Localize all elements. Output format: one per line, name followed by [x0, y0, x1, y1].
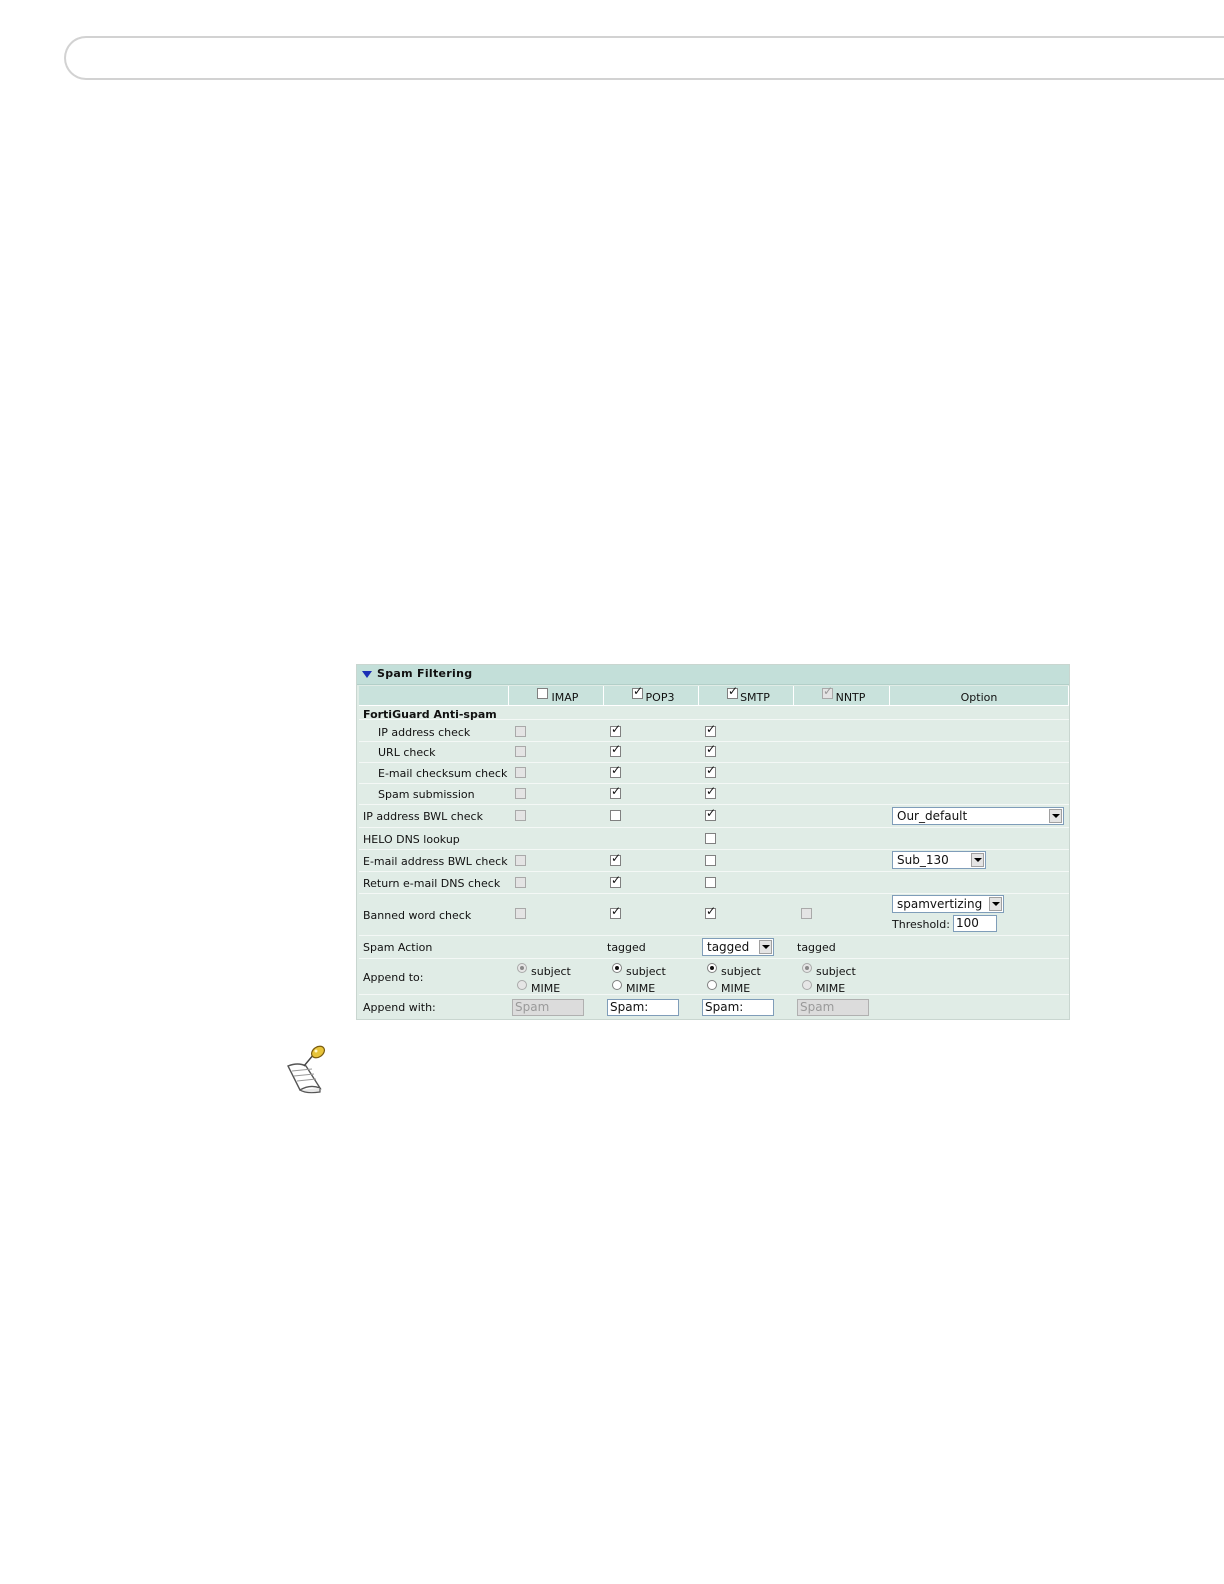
row-label: IP address BWL check	[363, 810, 483, 823]
helo-dns-row	[359, 828, 1069, 850]
imap-mime-radio[interactable]	[517, 980, 527, 990]
banned-pop3-checkbox[interactable]: ✓	[611, 904, 622, 918]
nntp-action-value: tagged	[797, 941, 836, 954]
chevron-down-icon[interactable]	[1049, 809, 1062, 823]
row-label: E-mail address BWL check	[363, 855, 508, 868]
checksum-pop3-checkbox[interactable]: ✓	[611, 763, 622, 777]
append-to-row	[359, 959, 1069, 995]
column-header-blank	[359, 686, 509, 706]
banned-word-list-select[interactable]	[892, 895, 1004, 913]
checksum-imap-checkbox[interactable]	[515, 767, 526, 778]
row-label: Spam Action	[363, 941, 433, 954]
nntp-subject-radio[interactable]	[802, 963, 812, 973]
pop3-action-value: tagged	[607, 941, 646, 954]
row-label: Return e-mail DNS check	[363, 877, 501, 890]
fortiguard-section-row	[359, 706, 1069, 720]
return-dns-row	[359, 872, 1069, 894]
radio-label: MIME	[816, 982, 846, 995]
column-header-nntp	[794, 686, 890, 706]
smtp-append-input[interactable]: Spam:	[702, 999, 774, 1016]
url-check-imap-checkbox[interactable]	[515, 746, 526, 757]
page-header-bar	[64, 36, 1224, 80]
imap-append-input[interactable]: Spam	[512, 999, 584, 1016]
email-bwl-smtp-checkbox[interactable]	[705, 855, 716, 866]
append-with-row	[359, 995, 1069, 1019]
spam-submission-row	[359, 784, 1069, 805]
collapse-triangle-icon[interactable]	[362, 671, 372, 678]
smtp-subject-radio[interactable]	[707, 963, 717, 973]
row-label: IP address check	[378, 726, 471, 739]
ip-check-smtp-checkbox[interactable]: ✓	[706, 722, 717, 736]
radio-label: MIME	[721, 982, 751, 995]
chevron-down-icon[interactable]	[989, 897, 1002, 911]
banned-word-row	[359, 894, 1069, 936]
select-value: Our_default	[897, 809, 968, 823]
threshold-label: Threshold:	[892, 918, 950, 931]
ip-bwl-smtp-checkbox[interactable]: ✓	[706, 806, 717, 820]
checksum-smtp-checkbox[interactable]: ✓	[706, 763, 717, 777]
threshold-input[interactable]: 100	[953, 915, 997, 932]
row-label: URL check	[378, 746, 436, 759]
smtp-mime-radio[interactable]	[707, 980, 717, 990]
option-label: Option	[960, 691, 998, 704]
row-label: Spam submission	[378, 788, 475, 801]
ip-bwl-pop3-checkbox[interactable]	[610, 810, 621, 821]
return-dns-pop3-checkbox[interactable]: ✓	[611, 873, 622, 887]
spam-filtering-panel	[356, 664, 1070, 1020]
imap-subject-radio[interactable]	[517, 963, 527, 973]
chevron-down-icon[interactable]	[971, 853, 984, 867]
pop3-enable-checkbox[interactable]: ✓	[633, 684, 644, 698]
url-check-pop3-checkbox[interactable]: ✓	[611, 742, 622, 756]
submission-pop3-checkbox[interactable]: ✓	[611, 784, 622, 798]
column-header-option	[890, 686, 1069, 706]
imap-label: IMAP	[551, 691, 579, 704]
radio-label: MIME	[531, 982, 561, 995]
pop3-subject-radio[interactable]	[612, 963, 622, 973]
nntp-enable-checkbox[interactable]: ✓	[823, 684, 834, 698]
column-header-pop3	[604, 686, 699, 706]
select-value: Sub_130	[897, 853, 949, 867]
ip-check-row	[359, 721, 1069, 742]
return-dns-imap-checkbox[interactable]	[515, 877, 526, 888]
column-header-imap	[509, 686, 604, 706]
banned-imap-checkbox[interactable]	[515, 908, 526, 919]
nntp-append-input[interactable]: Spam	[797, 999, 869, 1016]
submission-imap-checkbox[interactable]	[515, 788, 526, 799]
row-label: Banned word check	[363, 909, 472, 922]
email-bwl-pop3-checkbox[interactable]: ✓	[611, 851, 622, 865]
row-label: E-mail checksum check	[378, 767, 508, 780]
column-header-smtp	[699, 686, 794, 706]
nntp-label: NNTP	[835, 691, 866, 704]
spam-filtering-header[interactable]	[357, 665, 1069, 685]
select-value: spamvertizing	[897, 897, 983, 911]
fortinet-logo	[1128, 1192, 1160, 1436]
note-pushpin-icon	[284, 1044, 336, 1096]
row-label: Append to:	[363, 971, 424, 984]
ip-check-pop3-checkbox[interactable]: ✓	[611, 722, 622, 736]
ip-bwl-imap-checkbox[interactable]	[515, 810, 526, 821]
pop3-append-input[interactable]: Spam:	[607, 999, 679, 1016]
email-bwl-list-select[interactable]	[892, 851, 986, 869]
select-value: tagged	[707, 940, 750, 954]
radio-label: MIME	[626, 982, 656, 995]
email-bwl-imap-checkbox[interactable]	[515, 855, 526, 866]
row-label: HELO DNS lookup	[363, 833, 460, 846]
pop3-mime-radio[interactable]	[612, 980, 622, 990]
spam-action-row	[359, 936, 1069, 959]
return-dns-smtp-checkbox[interactable]	[705, 877, 716, 888]
nntp-mime-radio[interactable]	[802, 980, 812, 990]
smtp-enable-checkbox[interactable]: ✓	[728, 684, 739, 698]
smtp-label: SMTP	[740, 691, 770, 704]
radio-label: subject	[531, 965, 571, 978]
banned-smtp-checkbox[interactable]: ✓	[706, 904, 717, 918]
banned-nntp-checkbox[interactable]	[801, 908, 812, 919]
submission-smtp-checkbox[interactable]: ✓	[706, 784, 717, 798]
checksum-check-row	[359, 763, 1069, 784]
email-bwl-row	[359, 850, 1069, 872]
smtp-action-select[interactable]	[702, 938, 774, 956]
radio-label: subject	[721, 965, 761, 978]
pop3-label: POP3	[645, 691, 675, 704]
url-check-row	[359, 742, 1069, 763]
helo-dns-smtp-checkbox[interactable]	[705, 833, 716, 844]
radio-label: subject	[626, 965, 666, 978]
url-check-smtp-checkbox[interactable]: ✓	[706, 742, 717, 756]
radio-label: subject	[816, 965, 856, 978]
panel-title: Spam Filtering	[377, 667, 473, 680]
section-title: FortiGuard Anti-spam	[363, 708, 497, 721]
ip-check-imap-checkbox[interactable]	[515, 726, 526, 737]
ip-bwl-row	[359, 805, 1069, 828]
ip-bwl-list-select[interactable]	[892, 807, 1064, 825]
chevron-down-icon[interactable]	[759, 940, 772, 954]
row-label: Append with:	[363, 1001, 436, 1014]
